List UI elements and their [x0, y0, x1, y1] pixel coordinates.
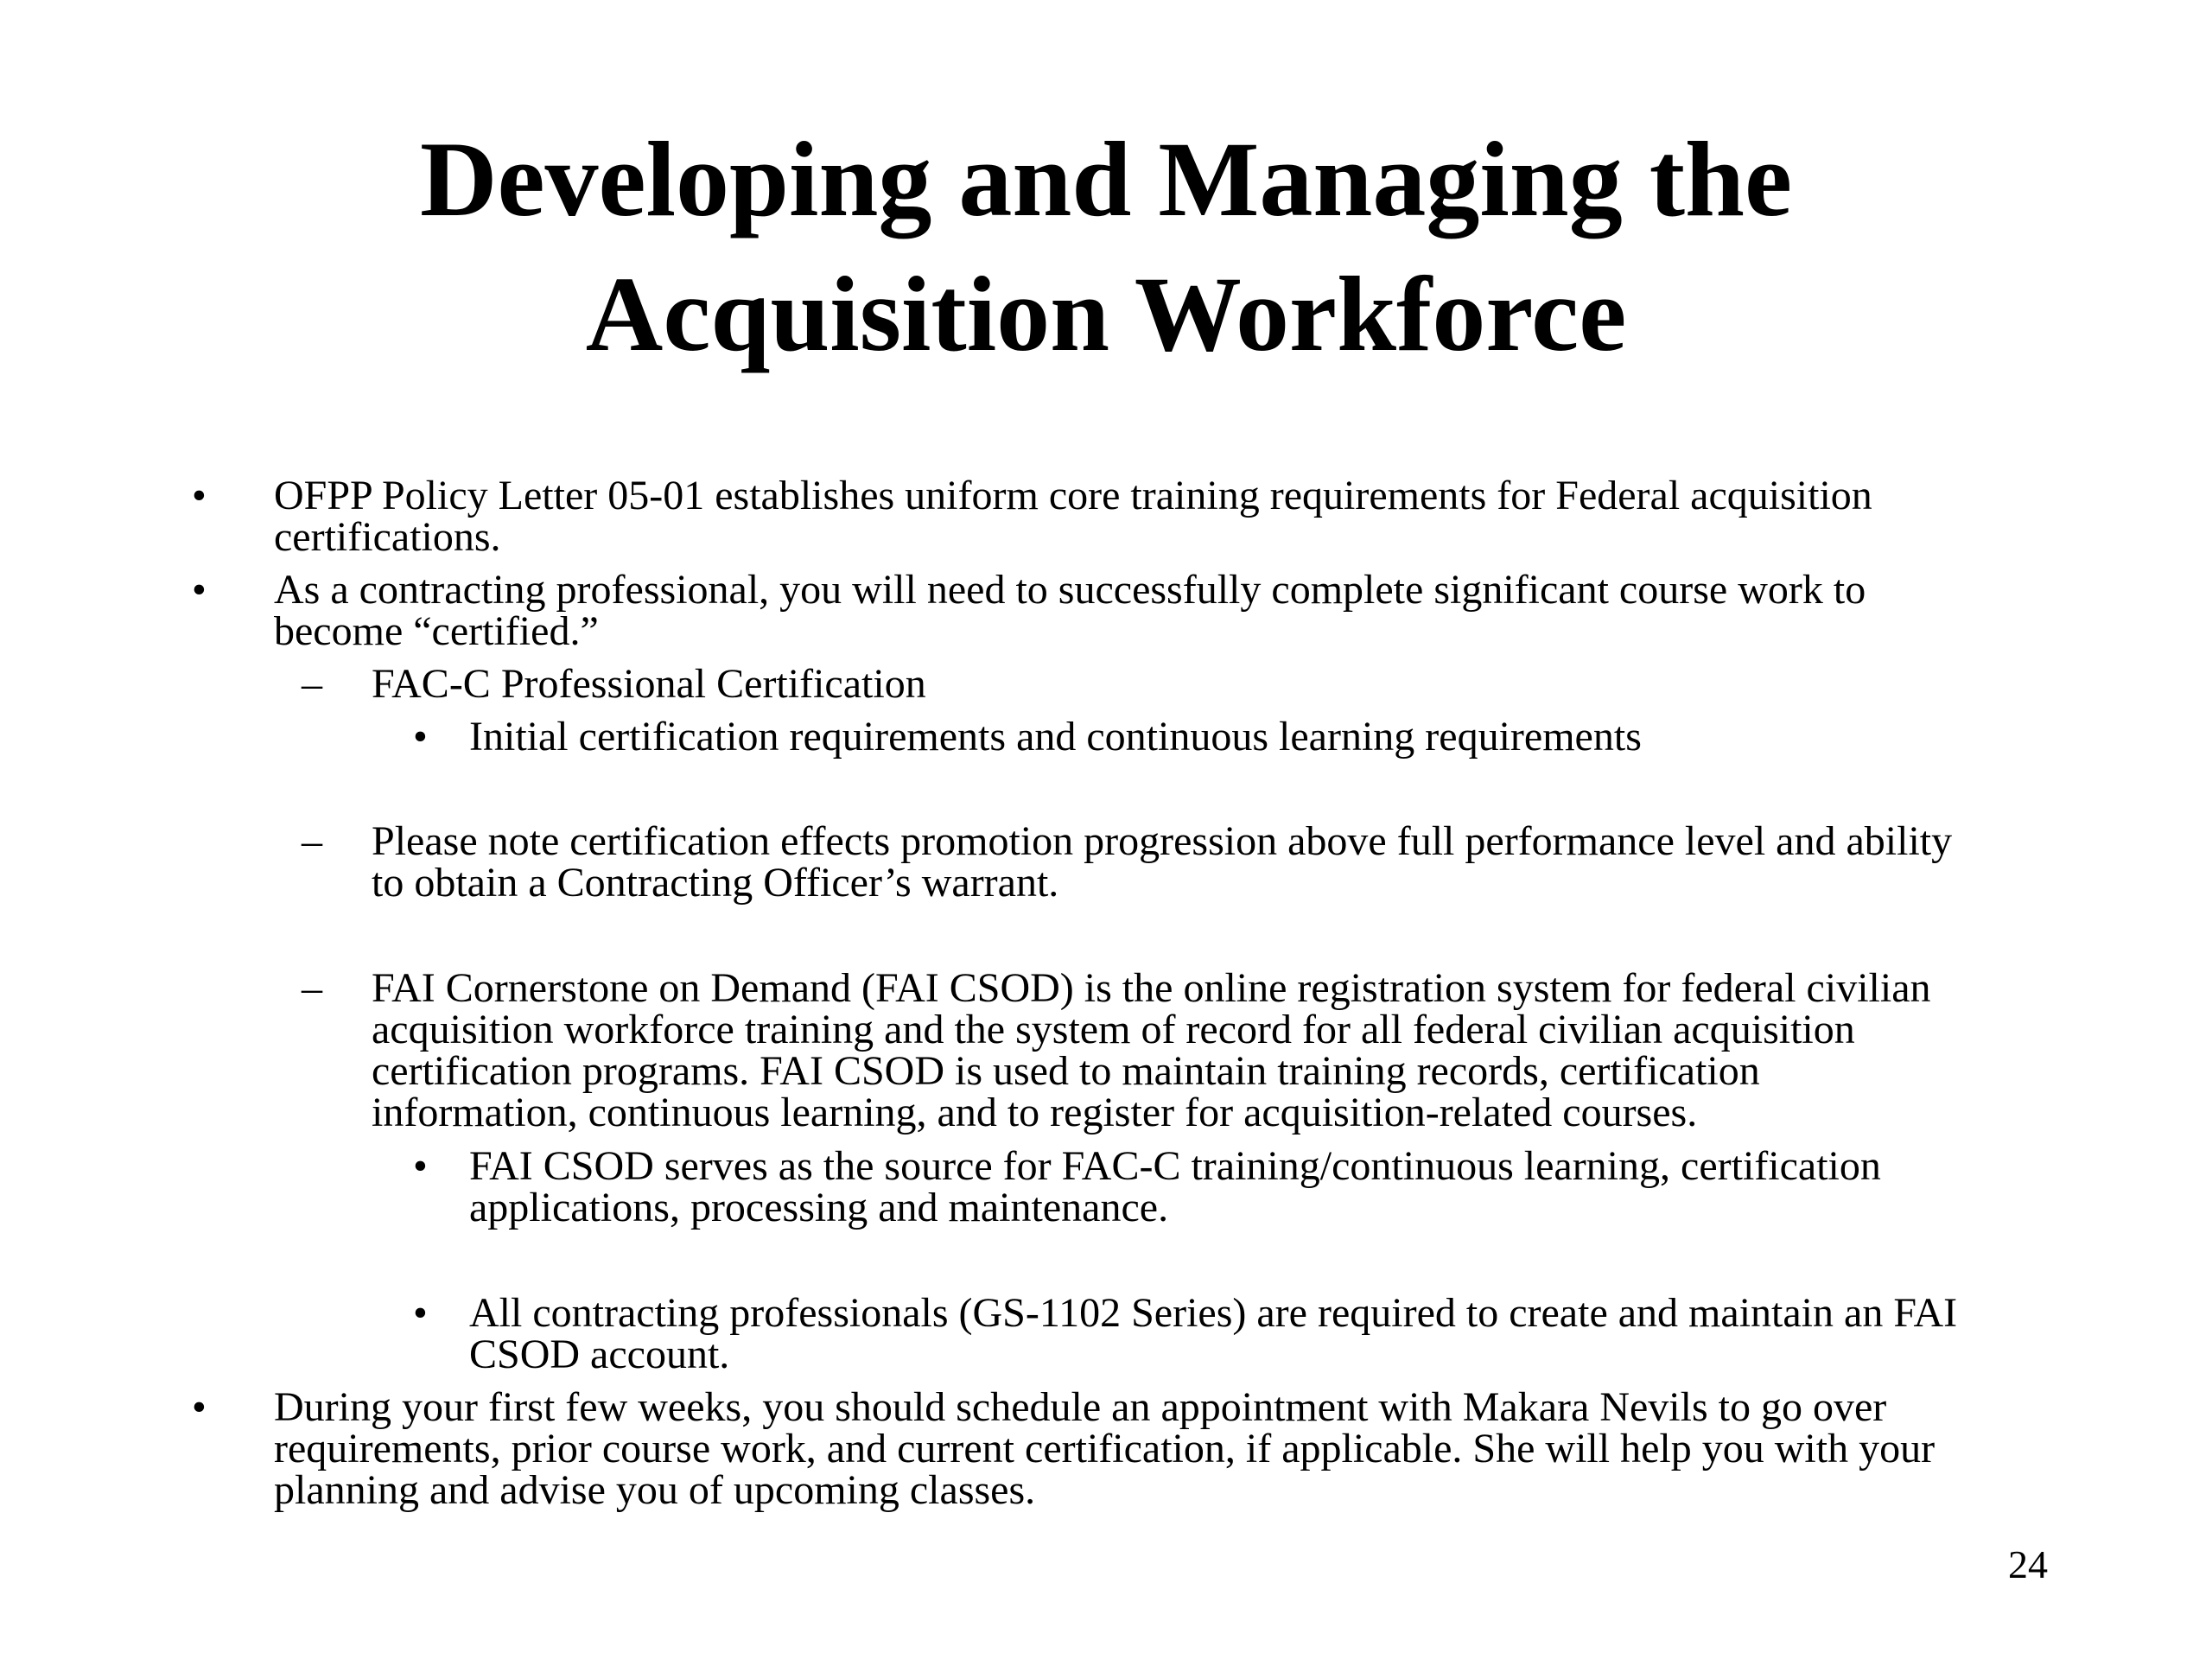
- bullet-icon: •: [192, 1384, 207, 1430]
- text-line: acquisition workforce training and the system of record for all federal civilian acquisition: [372, 1007, 1855, 1052]
- text-line: During your first few weeks, you should schedule an appointment with Makara Nevils to go over: [274, 1384, 1887, 1430]
- text-line: certifications.: [274, 514, 501, 560]
- dash-text: [372, 965, 2091, 1135]
- slide-title-line-2: Acquisition Workforce: [585, 255, 1627, 373]
- bullet-icon: •: [192, 567, 207, 613]
- sub-bullet-text: [469, 716, 2085, 758]
- text-line: OFPP Policy Letter 05-01 establishes uniform core training requirements for Federal acquisition: [274, 473, 1872, 518]
- dash-icon: –: [302, 965, 322, 1011]
- text-line: Please note certification effects promotion progression above full performance level and ability: [372, 818, 1953, 864]
- sub-bullet-text: [469, 1143, 2085, 1230]
- text-line: FAC-C Professional Certification: [372, 661, 926, 707]
- text-line: requirements, prior course work, and current certification, if applicable. She will help you with your: [274, 1426, 1936, 1471]
- bullet-icon: •: [192, 473, 207, 518]
- text-line: All contracting professionals (GS-1102 Series) are required to create and maintain an FAI: [469, 1290, 1958, 1336]
- text-line: Initial certification requirements and continuous learning requirements: [469, 714, 1642, 760]
- text-line: FAI CSOD serves as the source for FAC-C training/continuous learning, certification: [469, 1143, 1881, 1189]
- text-line: CSOD account.: [469, 1332, 730, 1377]
- slide-title-line-1: Developing and Managing the: [419, 120, 1793, 238]
- text-line: become “certified.”: [274, 608, 599, 654]
- text-line: information, continuous learning, and to register for acquisition-related courses.: [372, 1090, 1698, 1135]
- page-number: 24: [2008, 1542, 2048, 1586]
- dash-icon: –: [302, 661, 322, 707]
- text-line: to obtain a Contracting Officer’s warrant.: [372, 860, 1059, 906]
- bullet-icon: •: [413, 714, 428, 760]
- bullet-icon: •: [413, 1143, 428, 1189]
- text-line: FAI Cornerstone on Demand (FAI CSOD) is the online registration system for federal civilian: [372, 965, 1931, 1011]
- bullet-icon: •: [413, 1290, 428, 1336]
- text-line: As a contracting professional, you will need to successfully complete significant course work to: [274, 567, 1866, 613]
- bullet-text: [274, 1384, 2080, 1513]
- dash-text: [372, 661, 2091, 707]
- bullet-text: [274, 569, 2080, 652]
- bullet-text: [274, 475, 2080, 558]
- dash-icon: –: [302, 818, 322, 864]
- text-line: applications, processing and maintenance.: [469, 1185, 1169, 1230]
- sub-bullet-text: [469, 1290, 2085, 1377]
- text-line: planning and advise you of upcoming classes.: [274, 1467, 1036, 1513]
- dash-text: [372, 818, 2091, 906]
- text-line: certification programs. FAI CSOD is used to maintain training records, certification: [372, 1048, 1760, 1094]
